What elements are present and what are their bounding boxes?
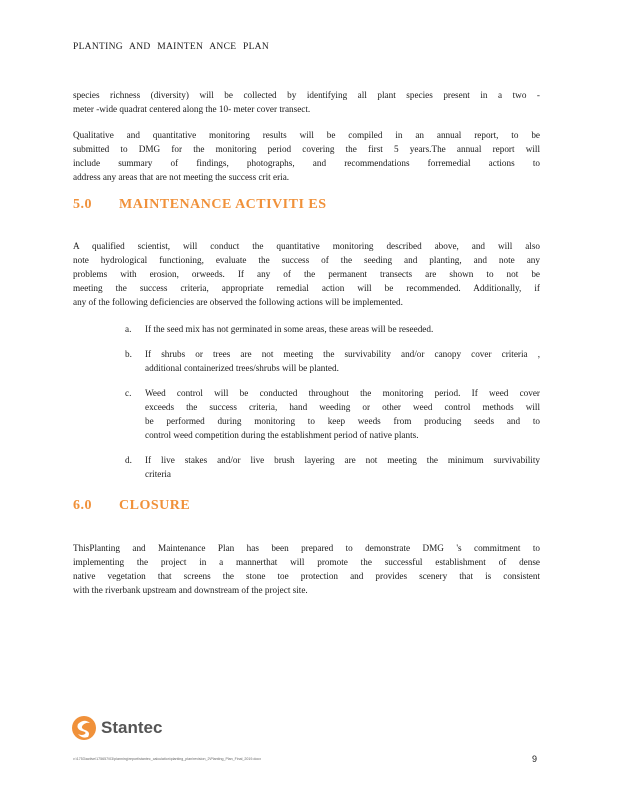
list-item	[120, 347, 540, 375]
text-line: meter -wide quadrat centered along the 10- meter cover transect.	[73, 104, 311, 114]
section-number: 6.0	[73, 498, 92, 513]
logo-wordmark: Stantec	[101, 718, 163, 737]
list-marker: a.	[125, 324, 132, 334]
list-item	[120, 453, 540, 481]
section-heading-closure	[73, 498, 190, 514]
action-list	[120, 322, 540, 492]
text-line: additional containerized trees/shrubs will be planted.	[145, 363, 339, 373]
paragraph-closure	[73, 541, 540, 597]
text-line: submitted to DMG for the monitoring period covering the first 5 years.The annual report will	[73, 144, 540, 154]
paragraph-species-richness	[73, 88, 540, 116]
list-marker: b.	[125, 349, 132, 359]
section-title: MAINTENANCE ACTIVITI ES	[119, 197, 327, 212]
text-line: A qualified scientist, will conduct the quantitative monitoring described above, and will also	[73, 241, 540, 251]
text-line: native vegetation that screens the stone toe protection and provides scenery that is consistent	[73, 571, 540, 581]
section-heading-maintenance	[73, 197, 327, 213]
list-item	[120, 386, 540, 442]
text-line: If live stakes and/or live brush layering are not meeting the minimum survivability	[145, 455, 540, 465]
text-line: criteria	[145, 469, 172, 479]
paragraph-monitoring-results	[73, 128, 540, 184]
text-line: implementing the project in a mannerthat will promote the successful establishment of dense	[73, 557, 540, 567]
text-line: Qualitative and quantitative monitoring results will be compiled in an annual report, to be	[73, 130, 540, 140]
text-line: exceeds the success criteria, hand weeding or other weed control methods will	[145, 402, 540, 412]
text-line: address any areas that are not meeting the success crit eria.	[73, 172, 290, 182]
text-line: with the riverbank upstream and downstream of the project site.	[73, 585, 308, 595]
text-line: meeting the success criteria, appropriate remedial action will be recommended. Additionally, if	[73, 283, 540, 293]
page-number: 9	[532, 754, 538, 764]
list-marker: d.	[125, 455, 132, 465]
text-line: note hydrological functioning, evaluate the success of the seeding and planting, and note any	[73, 255, 540, 265]
text-line: be performed during monitoring to keep weeds from producing seeds and to	[145, 416, 540, 426]
running-header: PLANTING AND MAINTEN ANCE PLAN	[73, 42, 269, 52]
paragraph-qualified-scientist	[73, 239, 540, 309]
section-title: CLOSURE	[119, 498, 191, 513]
list-marker: c.	[125, 388, 132, 398]
text-line: include summary of findings, photographs, and recommendations forremedial actions to	[73, 158, 540, 168]
list-item	[120, 322, 540, 336]
section-number: 5.0	[73, 197, 92, 212]
text-line: If the seed mix has not germinated in some areas, these areas will be reseeded.	[145, 324, 434, 334]
text-line: ThisPlanting and Maintenance Plan has been prepared to demonstrate DMG 's commitment to	[73, 543, 540, 553]
text-line: If shrubs or trees are not meeting the survivability and/or canopy cover criteria ,	[145, 349, 540, 359]
text-line: Weed control will be conducted throughout the monitoring period. If weed cover	[145, 388, 540, 398]
text-line: species richness (diversity) will be collected by identifying all plant species present in a two -	[73, 90, 540, 100]
text-line: problems with erosion, orweeds. If any of the permanent transects are shown to not be	[73, 269, 540, 279]
footer-file-path: v:\1753\active\175657\03\planning\report\stantec_calculation\planting_plan\revision_2\Planting_Plan_Final_2019.docx	[73, 757, 262, 761]
text-line: any of the following deficiencies are observed the following actions will be implemented.	[73, 297, 403, 307]
stantec-swirl-icon	[71, 715, 97, 741]
stantec-logo	[71, 715, 162, 741]
text-line: control weed competition during the establishment period of native plants.	[145, 430, 419, 440]
